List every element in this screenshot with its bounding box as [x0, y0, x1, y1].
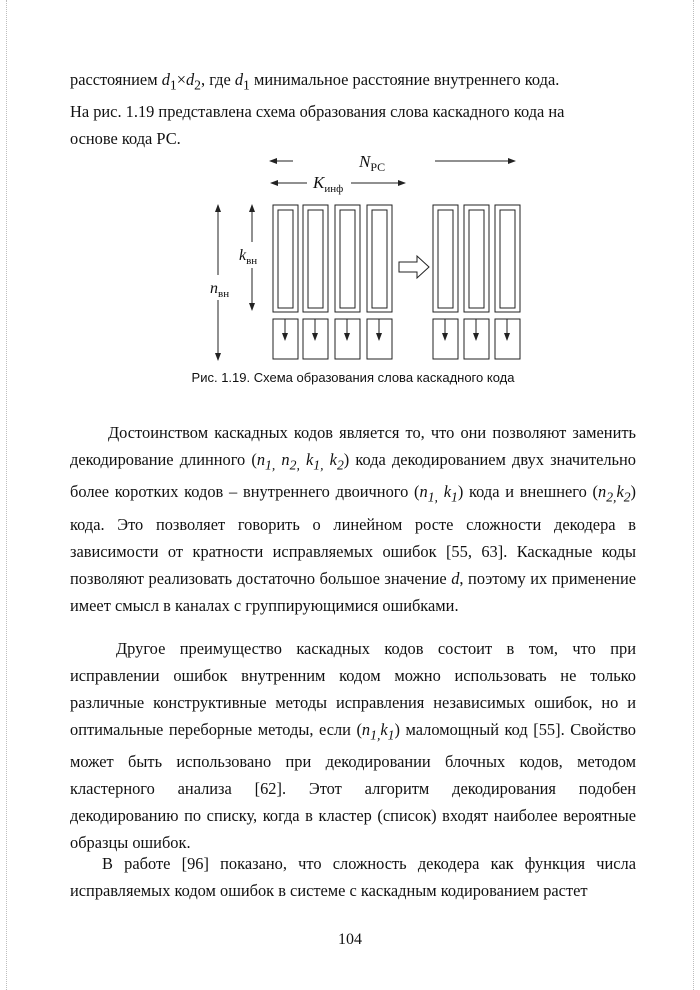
intro-mid: , где [201, 70, 235, 89]
input-column [367, 205, 392, 359]
intro-line2: На рис. 1.19 представлена схема образования слова каскадного кода на [70, 102, 565, 122]
d-symbol: d [234, 70, 244, 89]
nvn-label: $n_{вн}$ [210, 280, 230, 300]
cascade-code-diagram [195, 150, 525, 365]
formula-d: d [161, 70, 170, 89]
page-edge-left [6, 0, 7, 990]
paragraph-second-advantage: Другое преимущество каскадных кодов состоит в том, что при исправлении ошибок внутренним кодом можно использовать не только различные конструктивные методы исправления независимых ошибок, но и оптимальные переборные методы, если $(n_{1,}k_1)$ маломощный код [55]. Свойство может быть использовано при декодировании блочных кодов, методом кластерного анализа [62]. Этот алгоритм декодирования подобен декодированию по списку, когда в кластер (список) входят наиболее вероятные образцы ошибок. [70, 639, 636, 853]
intro-line3: основе кода РС. [70, 129, 181, 149]
input-column [273, 205, 298, 359]
output-columns [433, 205, 520, 359]
page-number: 104 [338, 931, 362, 948]
input-columns [273, 205, 392, 359]
page-edge-right [693, 0, 694, 990]
intro-lead: расстоянием [70, 70, 162, 89]
input-column [303, 205, 328, 359]
intro-paragraph [70, 66, 636, 152]
nrs-label: $N_{РС}$ [359, 152, 386, 174]
output-column [464, 205, 489, 359]
input-column [335, 205, 360, 359]
kinf-label: $K_{инф}$ [313, 173, 344, 195]
formula-d2: d [185, 70, 195, 89]
output-column [433, 205, 458, 359]
figure-caption: Рис. 1.19. Схема образования слова каскадного кода [191, 370, 515, 385]
formula-sub2: 2 [194, 77, 201, 93]
formula-sub: 1 [169, 77, 177, 93]
paragraph-advantage: Достоинством каскадных кодов является то, что они позволяют заменить декодирование длинного ($n_{1,}$ $n_{2,}$ $k_{1,}$ $k_2$) кода декодированием двух значительно более коротких кодов – внутреннего двоичного ($n_{1,}$ $k_1$) кода и внешнего $(n_{2,}k_2)$ кода. Это позволяет говорить о линейном росте сложности декодера в зависимости от кратности исправляемых ошибок [55, 63]. Каскадные коды позволяют реализовать достаточно большое значение d, поэтому их применение имеет смысл в каналах с группирующимися ошибками. [70, 423, 637, 615]
output-column [495, 205, 520, 359]
times-sign: × [176, 70, 186, 89]
kvn-label: $k_{вн}$ [239, 247, 258, 267]
d-sub: 1 [243, 77, 250, 93]
paragraph-complexity: В работе [96] показано, что сложность декодера как функция числа исправляемых кодом ошибок в системе с каскадным кодированием растет [70, 854, 636, 900]
transform-arrow-icon [399, 256, 429, 278]
intro-rest: минимальное расстояние внутреннего кода. [249, 70, 560, 89]
